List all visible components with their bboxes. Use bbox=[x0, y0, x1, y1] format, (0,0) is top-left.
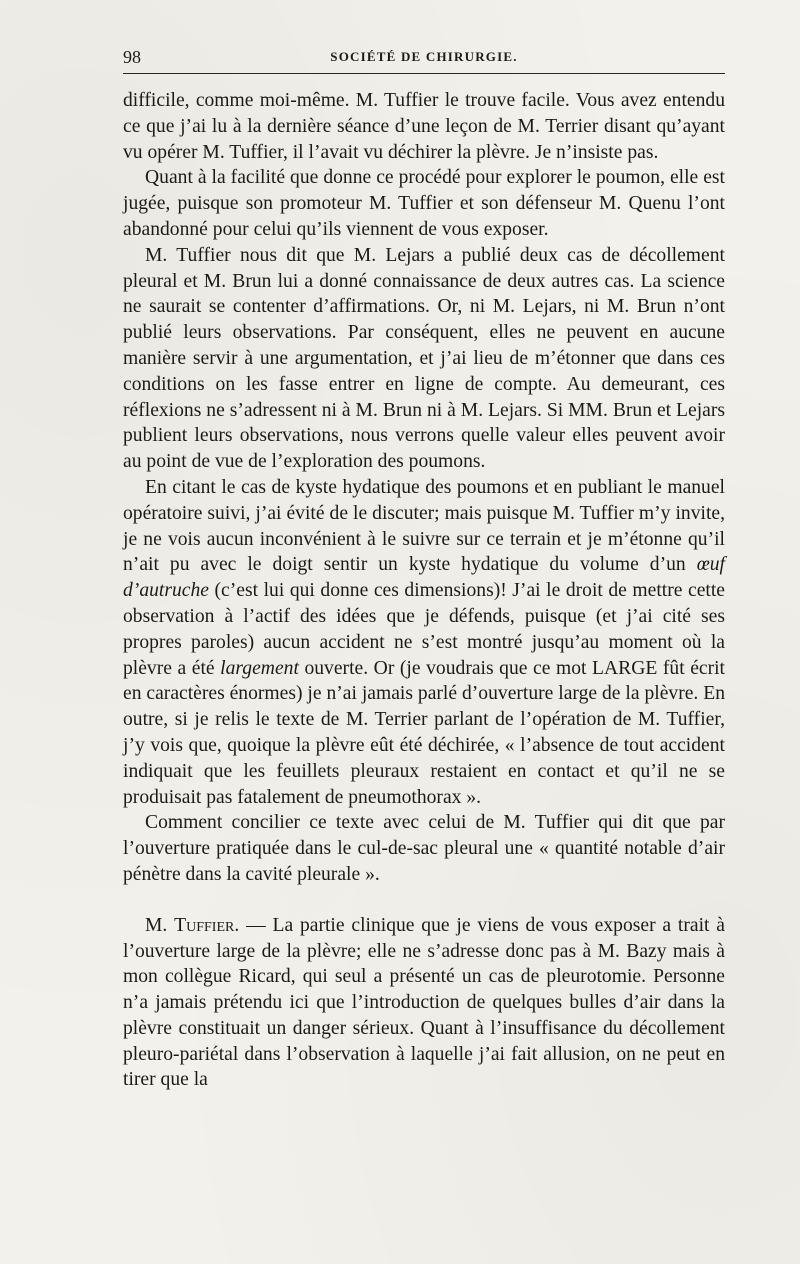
header-rule bbox=[123, 73, 725, 74]
paragraph-text: ouverte. Or (je voudrais que ce mot LARGE fût écrit en caractères énormes) je n’ai jamais parlé d’ouverture large de la plèvre. En outre, si je relis le texte de M. Terrier parlant de l’opération de M. Tuffier, j’y vois que, quoique la plèvre eût été déchirée, « l’absence de tout accident indiquait que les feuillets pleuraux restaient en contact et qu’il ne se produisait pas fatalement de pneumothorax ». bbox=[123, 657, 726, 808]
speaker-paragraph bbox=[123, 913, 725, 1094]
paragraph-text: — La partie clinique que je viens de vous exposer a trait à l’ouverture large de la plèvre; elle ne s’adresse donc pas à M. Bazy mais à mon collègue Ricard, qui seul a présenté un cas de pleurotomie. Personne n’a jamais prétendu ici que l’introduction de quelques bulles d’air dans la plèvre constituait un danger sérieux. Quant à l’insuffisance du décollement pleuro-pariétal dans l’observation à laquelle j’ai fait allusion, on ne peut en tirer que la bbox=[123, 914, 725, 1091]
speaker-prefix: M. bbox=[145, 914, 175, 936]
paragraph-continued: difficile, comme moi-même. M. Tuffier le trouve facile. Vous avez entendu ce que j’ai lu à la dernière séance d’une leçon de M. Terrier disant qu’ayant vu opérer M. Tuffier, il l’avait vu déchirer la plèvre. Je n’insiste pas. bbox=[123, 90, 725, 163]
body-text bbox=[123, 88, 725, 1093]
paragraph-text: (c’est lui qui donne ces dimensions)! J’ai le droit de mettre cette observation à l’actif des idées que je défends, puisque (et j’ai cité ses propres paroles) aucun accident ne s’est montré jusqu’au moment où la plèvre a été bbox=[123, 580, 725, 679]
italic-word: largement bbox=[220, 657, 299, 679]
paragraph: Quant à la facilité que donne ce procédé pour explorer le poumon, elle est jugée, puisque son promoteur M. Tuffier et son défenseur M. Quenu l’ont abandonné pour celui qu’ils viennent de vous exposer. bbox=[123, 167, 725, 240]
paragraph: Comment concilier ce texte avec celui de M. Tuffier qui dit que par l’ouverture pratiquée dans le cul-de-sac pleural une « quantité notable d’air pénètre dans la cavité pleurale ». bbox=[123, 812, 725, 885]
page-header bbox=[123, 47, 725, 69]
italic-phrase: œuf d’autruche bbox=[123, 554, 725, 602]
paragraph: M. Tuffier nous dit que M. Lejars a publié deux cas de décollement pleural et M. Brun lui a donné connaissance de deux autres cas. La science ne saurait se contenter d’affirmations. Or, ni M. Lejars, ni M. Brun n’ont publié leurs observations. Par conséquent, elles ne peuvent en aucune manière servir à une argumentation, et j’ai lieu de m’étonner que dans ces conditions on les fasse entrer en ligne de compte. Au demeurant, ces réflexions ne s’adressent ni à M. Brun ni à M. Lejars. Si MM. Brun et Lejars publient leurs observations, nous verrons quelle valeur elles peuvent avoir au point de vue de l’exploration des poumons. bbox=[123, 244, 725, 473]
speaker-name: Tuffier. bbox=[174, 914, 240, 936]
paragraph-text: En citant le cas de kyste hydatique des poumons et en publiant le manuel opératoire suivi, j’ai évité de le discuter; mais puisque M. Tuffier m’y invite, je ne vois aucun inconvénient à le suivre sur ce terrain et je m’étonne qu’il n’ait pu avec le doigt sentir un kyste hydatique du volume d’un bbox=[123, 476, 725, 576]
page-number: 98 bbox=[123, 47, 141, 67]
running-title: SOCIÉTÉ DE CHIRURGIE. bbox=[330, 49, 518, 64]
paragraph bbox=[123, 475, 725, 810]
